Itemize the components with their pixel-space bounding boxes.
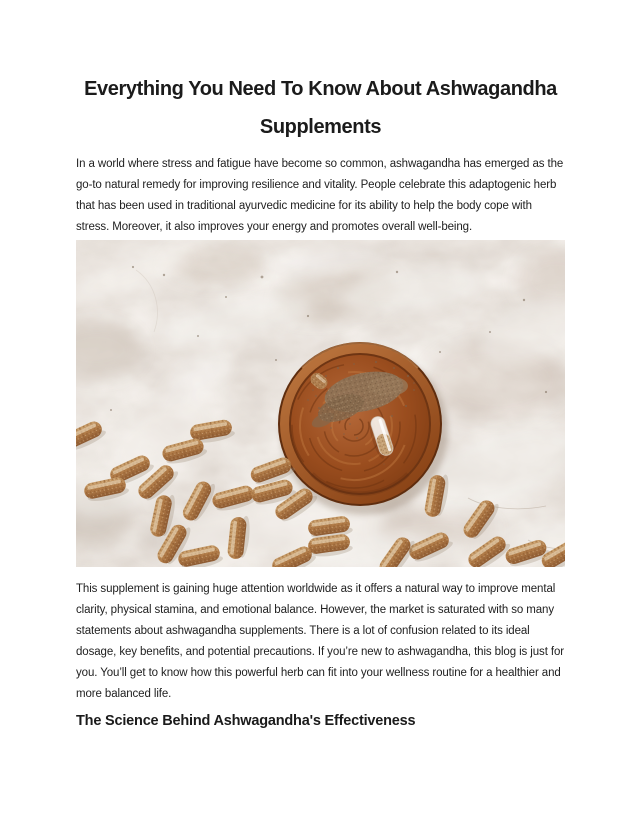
body-paragraph: This supplement is gaining huge attention worldwide as it offers a natural way to improve mental clarity, physical stamina, and emotional balance. However, the market is saturated with so many statements about ashwagandha supplements. There is a lot of confusion related to its ideal dosage, key benefits, and potential precautions. If you’re new to ashwagandha, this blog is just for you. You’ll get to know how this powerful herb can fit into your wellness routine for a healthier and more balanced life. [76, 583, 565, 700]
page-title: Everything You Need To Know About Ashwagandha Supplements [84, 78, 557, 138]
ashwagandha-photo [76, 240, 565, 567]
section-heading: The Science Behind Ashwagandha's Effectiveness [76, 713, 416, 729]
article-image-figure [76, 240, 565, 567]
intro-paragraph: In a world where stress and fatigue have become so common, ashwagandha has emerged as the go-to natural remedy for improving resilience and vitality. People celebrate this adaptogenic herb that has been used in traditional ayurvedic medicine for its ability to help the body cope with stress. Moreover, it also improves your energy and promotes overall well-being. [76, 158, 564, 233]
